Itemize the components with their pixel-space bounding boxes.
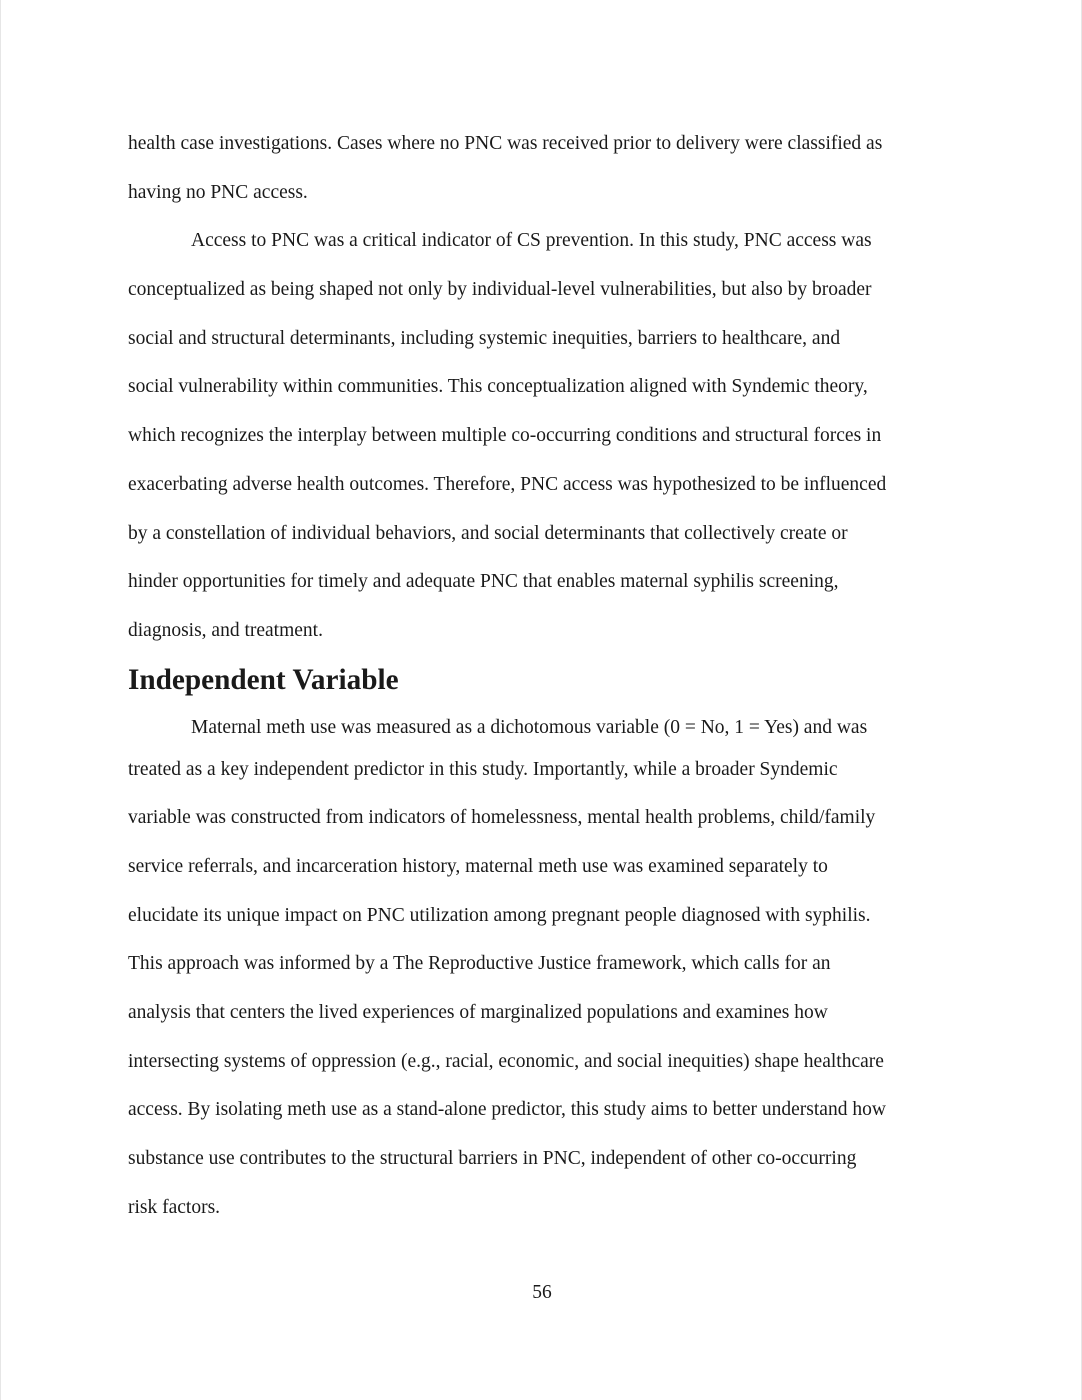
text-line: elucidate its unique impact on PNC utilization among pregnant people diagnosed with syphilis. [128,904,871,926]
text-line: having no PNC access. [128,181,308,203]
page-body [128,120,958,1232]
paragraph-continued [128,120,958,217]
text-line: which recognizes the interplay between multiple co-occurring conditions and structural forces in [128,425,882,447]
text-line: This approach was informed by a The Reproductive Justice framework, which calls for an [128,953,831,975]
page-number: 56 [532,1282,552,1303]
text-line: health case investigations. Cases where no PNC was received prior to delivery were classified as [128,133,883,154]
text-line: service referrals, and incarceration history, maternal meth use was examined separately to [128,855,828,877]
text-line: intersecting systems of oppression (e.g., racial, economic, and social inequities) shape healthcare [128,1050,884,1072]
text-line: exacerbating adverse health outcomes. Therefore, PNC access was hypothesized to be influenced [128,473,887,495]
text-line: Access to PNC was a critical indicator of CS prevention. In this study, PNC access was [191,230,872,252]
paragraph-pnc-access [128,217,958,655]
text-line: hinder opportunities for timely and adequate PNC that enables maternal syphilis screening, [128,571,839,593]
text-line: social and structural determinants, including systemic inequities, barriers to healthcare, and [128,327,841,349]
text-line: risk factors. [128,1196,221,1218]
text-line: conceptualized as being shaped not only by individual-level vulnerabilities, but also by broader [128,279,872,301]
paragraph-independent-variable [128,704,958,1233]
text-line: by a constellation of individual behaviors, and social determinants that collectively create or [128,522,848,544]
section-heading: Independent Variable [128,663,399,696]
text-line: social vulnerability within communities. This conceptualization aligned with Syndemic theory, [128,376,868,398]
text-line: analysis that centers the lived experiences of marginalized populations and examines how [128,1002,828,1023]
text-line: treated as a key independent predictor in this study. Importantly, while a broader Syndemic [128,758,838,780]
text-line: diagnosis, and treatment. [128,619,323,641]
text-line: Maternal meth use was measured as a dichotomous variable (0 = No, 1 = Yes) and was [191,716,868,738]
text-line: substance use contributes to the structural barriers in PNC, independent of other co-occurring [128,1148,857,1170]
text-line: access. By isolating meth use as a stand-alone predictor, this study aims to better understand how [128,1099,886,1121]
text-line: variable was constructed from indicators of homelessness, mental health problems, child/family [128,807,876,829]
